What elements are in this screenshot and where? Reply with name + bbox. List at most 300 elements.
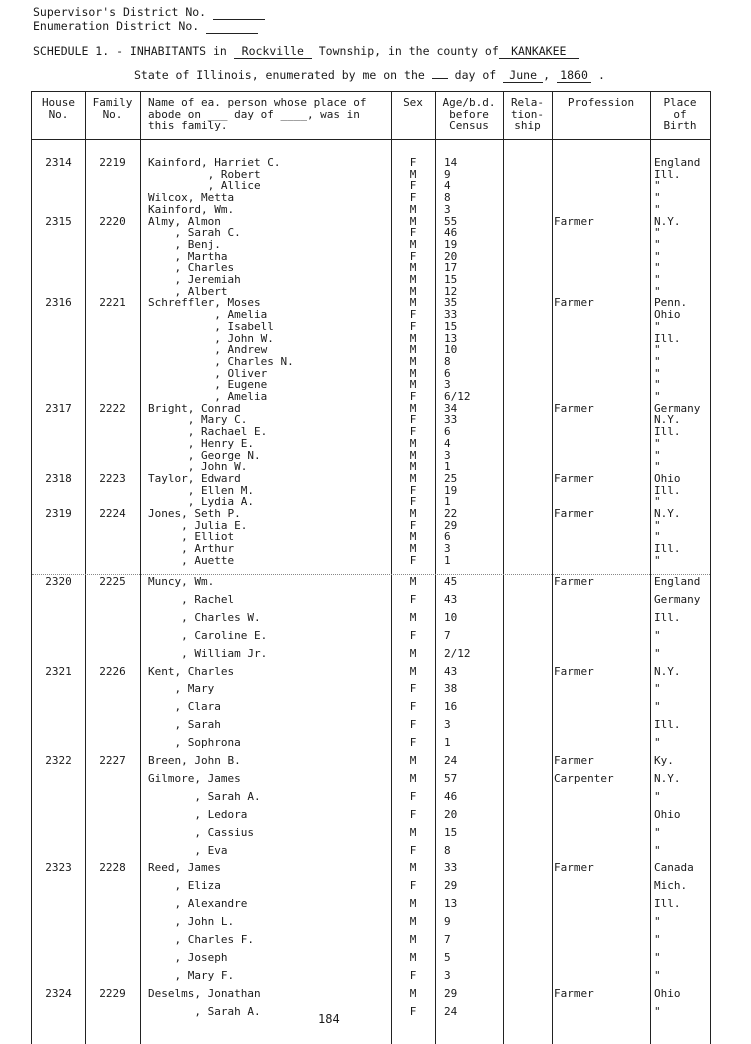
cell-age: 55 bbox=[444, 214, 458, 228]
cell-sex: F bbox=[409, 879, 417, 893]
cell-birth: N.Y. bbox=[654, 214, 681, 228]
cell-age: 14 bbox=[444, 156, 458, 169]
cell-house: 2316 bbox=[45, 296, 72, 310]
cell-age: 10 bbox=[444, 610, 458, 624]
cell-sex: M bbox=[409, 202, 417, 216]
cell-birth: Ill. bbox=[654, 542, 681, 556]
cell-prof: Farmer bbox=[554, 401, 594, 415]
cell-sex: M bbox=[409, 261, 417, 275]
cell-name: , Clara bbox=[148, 700, 221, 714]
cell-name: , Charles F. bbox=[148, 933, 254, 946]
cell-age: 46 bbox=[444, 789, 458, 803]
supervisor-label: Supervisor's District No. bbox=[33, 5, 207, 19]
cell-age: 16 bbox=[444, 700, 458, 714]
cell-name: , Eliza bbox=[148, 879, 221, 893]
cell-house: 2322 bbox=[45, 754, 72, 767]
cell-house: 2317 bbox=[45, 401, 72, 415]
cell-age: 15 bbox=[444, 273, 458, 286]
cell-birth: " bbox=[654, 553, 661, 567]
cell-age: 6 bbox=[444, 366, 451, 380]
cell-house: 2314 bbox=[45, 156, 72, 169]
cell-sex: M bbox=[409, 273, 417, 286]
cell-name: , Cassius bbox=[148, 825, 254, 839]
cell-name: Gilmore, James bbox=[148, 771, 241, 785]
cell-name: , Albert bbox=[148, 284, 228, 298]
cell-house: 2320 bbox=[45, 575, 72, 588]
cell-family: 2219 bbox=[99, 156, 126, 169]
cell-age: 9 bbox=[444, 167, 451, 181]
col-sex: Sex bbox=[403, 96, 423, 109]
supervisor-line bbox=[33, 5, 265, 20]
cell-name: , Robert bbox=[148, 167, 261, 181]
cell-sex: M bbox=[409, 664, 417, 678]
cell-birth: " bbox=[654, 378, 661, 392]
cell-name: Reed, James bbox=[148, 861, 221, 875]
cell-name: , Arthur bbox=[148, 542, 235, 556]
col-birthplace: Place of Birth bbox=[663, 96, 697, 132]
period: . bbox=[597, 68, 605, 82]
cell-birth: " bbox=[654, 354, 661, 368]
cell-name: Taylor, Edward bbox=[148, 471, 241, 485]
cell-name: , Mary F. bbox=[148, 968, 235, 982]
cell-age: 1 bbox=[444, 460, 451, 474]
cell-age: 6 bbox=[444, 425, 451, 439]
cell-birth: " bbox=[654, 530, 661, 544]
cell-sex: F bbox=[409, 495, 417, 509]
cell-family: 2226 bbox=[99, 664, 126, 678]
enumeration-blank bbox=[206, 19, 258, 34]
cell-sex: M bbox=[409, 915, 417, 929]
cell-age: 6/12 bbox=[444, 390, 471, 403]
col-name: Name of ea. person whose place of abode on ___ day of ____, was in this family. bbox=[148, 96, 367, 132]
cell-age: 45 bbox=[444, 575, 458, 588]
cell-name: , Rachel bbox=[148, 592, 235, 606]
cell-sex: M bbox=[409, 897, 417, 911]
cell-family: 2227 bbox=[99, 754, 126, 767]
cell-name: , Isabell bbox=[148, 319, 274, 333]
cell-age: 20 bbox=[444, 249, 458, 263]
cell-age: 13 bbox=[444, 331, 458, 345]
cell-name: , Ellen M. bbox=[148, 483, 254, 497]
cell-birth: Ohio bbox=[654, 807, 681, 821]
cell-birth: " bbox=[654, 968, 661, 982]
cell-birth: " bbox=[654, 273, 661, 286]
col-divider bbox=[503, 92, 504, 1044]
enumeration-label: Enumeration District No. bbox=[33, 19, 200, 33]
cell-birth: Ohio bbox=[654, 308, 681, 322]
cell-prof: Farmer bbox=[554, 471, 594, 485]
cell-sex: M bbox=[409, 646, 417, 660]
cell-name: , Amelia bbox=[148, 390, 268, 403]
cell-birth: England bbox=[654, 575, 701, 588]
cell-birth: Ill. bbox=[654, 483, 681, 497]
cell-birth: " bbox=[654, 646, 661, 660]
cell-family: 2229 bbox=[99, 986, 126, 1000]
cell-house: 2324 bbox=[45, 986, 72, 1000]
cell-birth: Ohio bbox=[654, 471, 681, 485]
cell-sex: M bbox=[409, 542, 417, 556]
cell-age: 35 bbox=[444, 296, 458, 310]
cell-name: , Sarah C. bbox=[148, 226, 241, 240]
cell-birth: " bbox=[654, 284, 661, 298]
cell-sex: F bbox=[409, 226, 417, 240]
cell-family: 2221 bbox=[99, 296, 126, 310]
cell-sex: M bbox=[409, 933, 417, 946]
cell-family: 2220 bbox=[99, 214, 126, 228]
cell-age: 19 bbox=[444, 237, 458, 251]
cell-age: 4 bbox=[444, 436, 451, 450]
cell-name: , Sarah bbox=[148, 718, 221, 732]
cell-sex: F bbox=[409, 179, 417, 193]
cell-sex: F bbox=[409, 191, 417, 205]
cell-prof: Carpenter bbox=[554, 771, 614, 785]
cell-sex: F bbox=[409, 319, 417, 333]
cell-birth: Ill. bbox=[654, 610, 681, 624]
cell-age: 43 bbox=[444, 592, 458, 606]
cell-birth: " bbox=[654, 736, 661, 750]
cell-name: , Rachael E. bbox=[148, 425, 268, 439]
cell-sex: M bbox=[409, 825, 417, 839]
cell-sex: F bbox=[409, 718, 417, 732]
cell-name: Almy, Almon bbox=[148, 214, 221, 228]
cell-age: 22 bbox=[444, 507, 458, 520]
cell-age: 9 bbox=[444, 915, 451, 929]
cell-age: 1 bbox=[444, 736, 451, 750]
cell-age: 5 bbox=[444, 950, 451, 964]
schedule-prefix: SCHEDULE 1. - INHABITANTS in bbox=[33, 44, 227, 58]
cell-birth: " bbox=[654, 915, 661, 929]
cell-sex: F bbox=[409, 553, 417, 567]
cell-name: , Charles bbox=[148, 261, 235, 275]
cell-sex: M bbox=[409, 331, 417, 345]
cell-prof: Farmer bbox=[554, 575, 594, 588]
cell-birth: N.Y. bbox=[654, 413, 681, 427]
cell-age: 3 bbox=[444, 202, 451, 216]
cell-birth: Ill. bbox=[654, 331, 681, 345]
cell-birth: " bbox=[654, 366, 661, 380]
page-seam bbox=[32, 574, 710, 575]
cell-house: 2321 bbox=[45, 664, 72, 678]
cell-birth: " bbox=[654, 319, 661, 333]
cell-sex: F bbox=[409, 1004, 417, 1018]
cell-age: 7 bbox=[444, 628, 451, 642]
cell-name: , Mary bbox=[148, 682, 215, 696]
cell-sex: F bbox=[409, 843, 417, 857]
cell-birth: Ohio bbox=[654, 986, 681, 1000]
comma: , bbox=[543, 68, 551, 82]
cell-sex: M bbox=[409, 354, 417, 368]
cell-age: 20 bbox=[444, 807, 458, 821]
cell-birth: " bbox=[654, 933, 661, 946]
cell-prof: Farmer bbox=[554, 754, 594, 767]
cell-sex: M bbox=[409, 366, 417, 380]
cell-prof: Farmer bbox=[554, 861, 594, 875]
cell-sex: M bbox=[409, 754, 417, 767]
cell-age: 3 bbox=[444, 542, 451, 556]
cell-birth: Penn. bbox=[654, 296, 688, 310]
cell-birth: " bbox=[654, 843, 661, 857]
cell-age: 10 bbox=[444, 343, 458, 357]
cell-name: Deselms, Jonathan bbox=[148, 986, 261, 1000]
township-suffix: Township, in the county of bbox=[318, 44, 499, 58]
cell-age: 1 bbox=[444, 553, 451, 567]
cell-sex: M bbox=[409, 378, 417, 392]
day-blank bbox=[432, 78, 448, 79]
day-word: day of bbox=[454, 68, 497, 82]
cell-birth: " bbox=[654, 448, 661, 462]
cell-name: , Charles W. bbox=[148, 610, 261, 624]
cell-family: 2228 bbox=[99, 861, 126, 875]
col-divider bbox=[650, 92, 651, 1044]
cell-sex: M bbox=[409, 214, 417, 228]
cell-birth: " bbox=[654, 460, 661, 474]
col-divider bbox=[85, 92, 86, 1044]
cell-birth: " bbox=[654, 495, 661, 509]
cell-age: 8 bbox=[444, 354, 451, 368]
cell-age: 2/12 bbox=[444, 646, 471, 660]
cell-name: Bright, Conrad bbox=[148, 401, 241, 415]
cell-name: , John W. bbox=[148, 331, 274, 345]
cell-name: , Alexandre bbox=[148, 897, 248, 911]
cell-age: 4 bbox=[444, 179, 451, 193]
cell-age: 15 bbox=[444, 825, 458, 839]
cell-birth: N.Y. bbox=[654, 507, 681, 520]
cell-sex: M bbox=[409, 167, 417, 181]
cell-age: 29 bbox=[444, 879, 458, 893]
cell-sex: F bbox=[409, 390, 417, 403]
col-divider bbox=[552, 92, 553, 1044]
cell-name: , Mary C. bbox=[148, 413, 248, 427]
cell-name: Breen, John B. bbox=[148, 754, 241, 767]
cell-age: 57 bbox=[444, 771, 458, 785]
cell-birth: " bbox=[654, 950, 661, 964]
cell-sex: M bbox=[409, 507, 417, 520]
cell-name: Jones, Seth P. bbox=[148, 507, 241, 520]
cell-birth: N.Y. bbox=[654, 664, 681, 678]
cell-sex: M bbox=[409, 861, 417, 875]
cell-sex: M bbox=[409, 343, 417, 357]
cell-birth: " bbox=[654, 390, 661, 403]
cell-family: 2222 bbox=[99, 401, 126, 415]
cell-age: 12 bbox=[444, 284, 458, 298]
cell-name: Muncy, Wm. bbox=[148, 575, 215, 588]
cell-sex: F bbox=[409, 413, 417, 427]
cell-name: , Jeremiah bbox=[148, 273, 241, 286]
cell-sex: F bbox=[409, 483, 417, 497]
cell-age: 6 bbox=[444, 530, 451, 544]
cell-house: 2319 bbox=[45, 507, 72, 520]
cell-sex: M bbox=[409, 950, 417, 964]
cell-sex: F bbox=[409, 308, 417, 322]
cell-family: 2224 bbox=[99, 507, 126, 520]
header-rule bbox=[32, 139, 710, 140]
cell-age: 15 bbox=[444, 319, 458, 333]
cell-name: , John L. bbox=[148, 915, 235, 929]
cell-prof: Farmer bbox=[554, 664, 594, 678]
cell-sex: M bbox=[409, 575, 417, 588]
cell-family: 2225 bbox=[99, 575, 126, 588]
cell-sex: F bbox=[409, 789, 417, 803]
cell-sex: M bbox=[409, 771, 417, 785]
cell-birth: Ky. bbox=[654, 754, 674, 767]
cell-birth: Germany bbox=[654, 401, 701, 415]
cell-age: 34 bbox=[444, 401, 458, 415]
township-value: Rockville bbox=[234, 44, 312, 59]
cell-name: , Amelia bbox=[148, 308, 268, 322]
cell-sex: F bbox=[409, 156, 417, 169]
cell-sex: F bbox=[409, 425, 417, 439]
cell-birth: " bbox=[654, 682, 661, 696]
cell-name: , Allice bbox=[148, 179, 261, 193]
cell-name: , John W. bbox=[148, 460, 248, 474]
cell-birth: " bbox=[654, 825, 661, 839]
col-relationship: Rela- tion- ship bbox=[510, 96, 545, 132]
cell-name: , Charles N. bbox=[148, 354, 294, 368]
cell-age: 33 bbox=[444, 308, 458, 322]
month-value: June bbox=[503, 68, 543, 83]
cell-age: 29 bbox=[444, 518, 458, 532]
cell-birth: " bbox=[654, 191, 661, 205]
cell-name: , Martha bbox=[148, 249, 228, 263]
col-divider bbox=[140, 92, 141, 1044]
cell-sex: M bbox=[409, 448, 417, 462]
cell-name: , Eva bbox=[148, 843, 228, 857]
cell-birth: " bbox=[654, 628, 661, 642]
cell-house: 2315 bbox=[45, 214, 72, 228]
cell-name: , Joseph bbox=[148, 950, 228, 964]
year-value: 1860 bbox=[557, 68, 591, 83]
cell-name: , William Jr. bbox=[148, 646, 268, 660]
cell-sex: F bbox=[409, 592, 417, 606]
cell-name: , Andrew bbox=[148, 343, 268, 357]
cell-sex: M bbox=[409, 460, 417, 474]
cell-name: , Ledora bbox=[148, 807, 248, 821]
cell-name: , Auette bbox=[148, 553, 235, 567]
cell-birth: " bbox=[654, 237, 661, 251]
cell-sex: M bbox=[409, 436, 417, 450]
cell-birth: " bbox=[654, 261, 661, 275]
cell-name: , George N. bbox=[148, 448, 261, 462]
col-profession: Profession bbox=[567, 96, 635, 109]
cell-birth: N.Y. bbox=[654, 771, 681, 785]
census-table bbox=[31, 91, 711, 1044]
cell-name: , Sarah A. bbox=[148, 789, 261, 803]
cell-sex: F bbox=[409, 807, 417, 821]
page-number: 184 bbox=[318, 1012, 340, 1026]
cell-age: 33 bbox=[444, 861, 458, 875]
cell-birth: " bbox=[654, 789, 661, 803]
cell-birth: Ill. bbox=[654, 897, 681, 911]
cell-age: 46 bbox=[444, 226, 458, 240]
cell-age: 8 bbox=[444, 843, 451, 857]
col-family: Family No. bbox=[92, 96, 133, 121]
cell-name: , Sophrona bbox=[148, 736, 241, 750]
cell-name: , Benj. bbox=[148, 237, 221, 251]
cell-name: , Lydia A. bbox=[148, 495, 254, 509]
cell-birth: " bbox=[654, 226, 661, 240]
cell-birth: Ill. bbox=[654, 167, 681, 181]
cell-name: Kainford, Harriet C. bbox=[148, 156, 281, 169]
cell-birth: " bbox=[654, 518, 661, 532]
cell-birth: " bbox=[654, 436, 661, 450]
cell-age: 8 bbox=[444, 191, 451, 205]
cell-age: 43 bbox=[444, 664, 458, 678]
cell-birth: Ill. bbox=[654, 425, 681, 439]
supervisor-blank bbox=[213, 5, 265, 20]
cell-age: 3 bbox=[444, 448, 451, 462]
cell-name: , Eugene bbox=[148, 378, 268, 392]
cell-name: , Sarah A. bbox=[148, 1004, 261, 1018]
cell-sex: F bbox=[409, 682, 417, 696]
state-line bbox=[134, 68, 605, 83]
county-value: KANKAKEE bbox=[499, 44, 579, 59]
cell-prof: Farmer bbox=[554, 986, 594, 1000]
cell-age: 33 bbox=[444, 413, 458, 427]
cell-birth: Germany bbox=[654, 592, 701, 606]
cell-birth: " bbox=[654, 343, 661, 357]
state-prefix: State of Illinois, enumerated by me on the bbox=[134, 68, 425, 82]
cell-name: Schreffler, Moses bbox=[148, 296, 261, 310]
cell-sex: F bbox=[409, 628, 417, 642]
cell-age: 19 bbox=[444, 483, 458, 497]
cell-age: 38 bbox=[444, 682, 458, 696]
schedule-line bbox=[33, 44, 579, 59]
cell-age: 29 bbox=[444, 986, 458, 1000]
cell-sex: F bbox=[409, 518, 417, 532]
col-age: Age/b.d. before Census bbox=[442, 96, 496, 132]
cell-sex: M bbox=[409, 237, 417, 251]
cell-name: Kent, Charles bbox=[148, 664, 235, 678]
enumeration-line bbox=[33, 19, 258, 34]
cell-name: , Elliot bbox=[148, 530, 235, 544]
cell-sex: F bbox=[409, 700, 417, 714]
cell-birth: " bbox=[654, 179, 661, 193]
cell-birth: " bbox=[654, 202, 661, 216]
cell-age: 3 bbox=[444, 378, 451, 392]
cell-sex: M bbox=[409, 986, 417, 1000]
cell-age: 1 bbox=[444, 495, 451, 509]
cell-birth: " bbox=[654, 249, 661, 263]
cell-age: 3 bbox=[444, 968, 451, 982]
cell-name: , Henry E. bbox=[148, 436, 254, 450]
cell-birth: " bbox=[654, 700, 661, 714]
cell-sex: F bbox=[409, 249, 417, 263]
cell-prof: Farmer bbox=[554, 296, 594, 310]
cell-name: Wilcox, Metta bbox=[148, 191, 235, 205]
cell-house: 2323 bbox=[45, 861, 72, 875]
cell-birth: England bbox=[654, 156, 701, 169]
cell-age: 24 bbox=[444, 754, 458, 767]
cell-sex: M bbox=[409, 401, 417, 415]
cell-name: , Caroline E. bbox=[148, 628, 268, 642]
cell-age: 3 bbox=[444, 718, 451, 732]
cell-age: 25 bbox=[444, 471, 458, 485]
cell-age: 17 bbox=[444, 261, 458, 275]
cell-sex: M bbox=[409, 530, 417, 544]
col-house: House No. bbox=[41, 96, 76, 121]
cell-prof: Farmer bbox=[554, 214, 594, 228]
cell-name: , Julia E. bbox=[148, 518, 248, 532]
cell-name: , Oliver bbox=[148, 366, 268, 380]
cell-sex: M bbox=[409, 610, 417, 624]
col-divider bbox=[435, 92, 436, 1044]
cell-house: 2318 bbox=[45, 471, 72, 485]
cell-age: 13 bbox=[444, 897, 458, 911]
cell-name: Kainford, Wm. bbox=[148, 202, 235, 216]
cell-sex: M bbox=[409, 284, 417, 298]
cell-family: 2223 bbox=[99, 471, 126, 485]
cell-sex: M bbox=[409, 471, 417, 485]
